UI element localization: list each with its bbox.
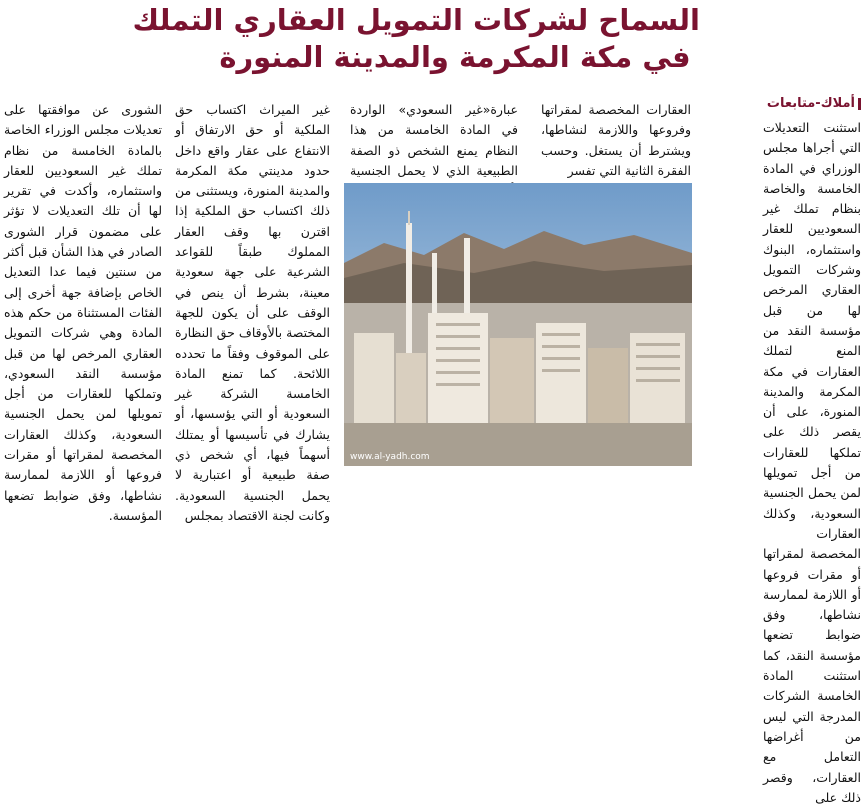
city-photo (344, 183, 692, 466)
article-column-4 (175, 100, 330, 523)
headline-line-2: في مكة المكرمة والمدينة المنورة (219, 40, 691, 74)
column-3-text: عبارة«غير السعودي» الواردة في المادة الخامسة من هذا النظام يمنع الشخص ذو الصفة الطبيعية الذي لا يحمل الجنسية (350, 102, 518, 178)
column-5-text: الشورى عن موافقتها على تعديلات مجلس الوزراء الخاصة بالمادة الخامسة من نظام تملك غير السعوديين للعقار واستثماره، وأكدت في تقرير لها أن تلك التعديلات لا تؤثر على مضمون قرار الشورى الصادر في هذا الشأن قبل أكثر من سنتين فيما عدا التعديل الخاص بإضافة جهة أخرى إلى الفئات المستثناة من حكم هذه المادة وهي شركات التمويل العقاري المرخص لها من قبل مؤسسة النقد السعودي، وتملكها للعقارات من أجل تمويلها لمن يحمل الجنسية السعودية، وكذلك العقارات المخصصة لمقراتها أو مقرات فروعها أو اللازمة لممارسة نشاطها، وفق ضوابط تضعها المؤسسة. (4, 102, 162, 523)
headline-line-1: السماح لشركات التمويل العقاري التملك (132, 3, 700, 37)
byline-bar-icon (858, 98, 861, 110)
city-skyline-illustration (344, 183, 692, 466)
article-column-2 (541, 100, 691, 180)
article-column-3 (350, 100, 518, 180)
column-1-text: استثنت التعديلات التي أجراها مجلس الوزراي في المادة الخامسة والخاصة بنظام تملك غير السعوديين للعقار واستثماره، البنوك وشركات التمويل العقاري المرخص لها من قبل مؤسسة النقد من المنع لتملك العقارات في مكة المكرمة والمدينة المنورة، على أن يقصر ذلك على تملكها للعقارات من أجل تمويلها لمن يحمل الجنسية السعودية، وكذلك العقارات المخصصة لمقراتها أو مقرات فروعها أو اللازمة لممارسة نشاطها، وفق ضوابط تضعها مؤسسة النقد، كما استثنت المادة الخامسة الشركات المدرجة التي ليس من أغراضها التعامل مع العقارات، وقصر ذلك على (763, 120, 861, 805)
photo-credit: www.al-yadh.com (350, 452, 430, 462)
byline-text: أملاك-متابعات (766, 96, 855, 111)
article-column-1 (763, 118, 861, 805)
byline (765, 96, 861, 111)
article-column-5 (4, 100, 162, 523)
column-4-text: غير الميراث اكتساب حق الملكية أو حق الارتفاق أو الانتفاع على عقار واقع داخل حدود مدينتي مكة المكرمة والمدينة المنورة، ويستثنى من ذلك اكتساب حق الملكية إذا اقترن بها وقف العقار المملوك طبقاً للقواعد الشرعية على جهة سعودية معينة، بشرط أن ينص في الوقف على أن يكون للجهة المختصة بالأوقاف حق النظارة على الموقوف وفقاً ما تحدده اللائحة. كما تمنع المادة الخامسة الشركة غير السعودية أو التي يؤسسها، أو يشارك في تأسيسها أو يمتلك أسهماً فيها، أي شخص ذي صفة طبيعية أو اعتبارية لا يحمل الجنسية السعودية. وكانت لجنة الاقتصاد بمجلس (175, 102, 330, 523)
headline (132, 2, 700, 76)
column-2-text: العقارات المخصصة لمقراتها وفروعها واللازمة لنشاطها، ويشترط أن يستغل. وحسب الفقرة الثانية التي تفسر (541, 102, 691, 178)
